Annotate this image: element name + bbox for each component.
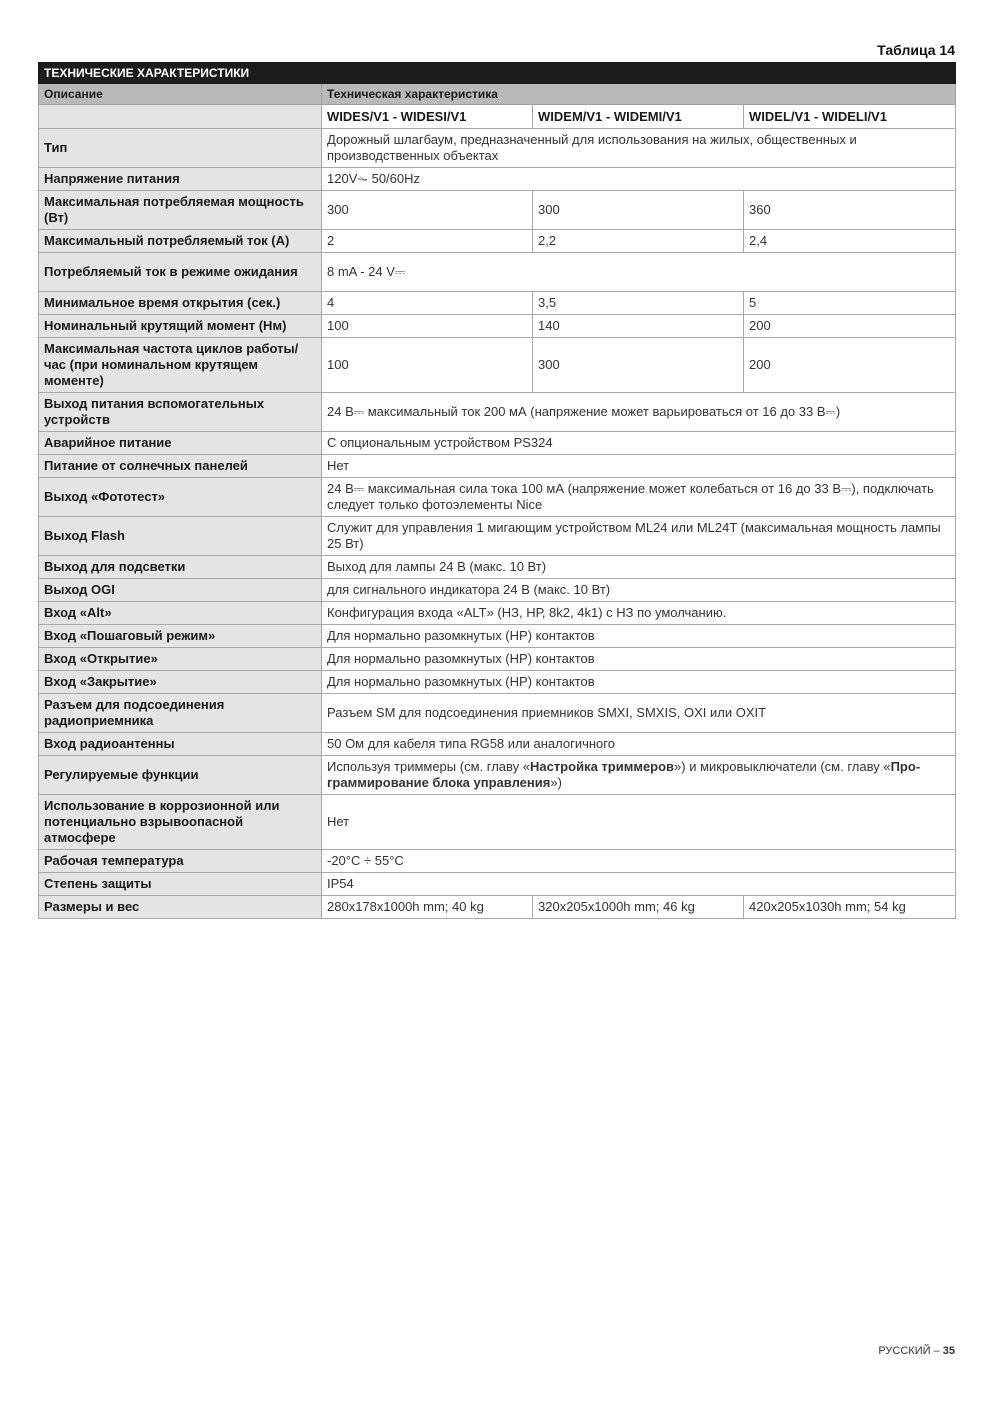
row-value: 200 [744, 338, 956, 393]
row-label: Потребляемый ток в режиме ожидания [39, 253, 322, 292]
row-label: Разъем для подсоединения радиоприемника [39, 694, 322, 733]
row-value: 4 [322, 292, 533, 315]
table-row [39, 756, 956, 795]
row-label: Максимальный потребляемый ток (А) [39, 230, 322, 253]
row-label: Рабочая температура [39, 850, 322, 873]
model-header-row [39, 105, 956, 129]
row-value: 2,4 [744, 230, 956, 253]
row-value: С опциональным устройством PS324 [322, 432, 956, 455]
row-label: Вход «Alt» [39, 602, 322, 625]
row-value: 24 В⎓ максимальная сила тока 100 мА (напряжение может колебаться от 16 до 33 В⎓), подключать следует только фотоэлементы Nice [322, 478, 956, 517]
table-row [39, 602, 956, 625]
table-row [39, 556, 956, 579]
table-row [39, 393, 956, 432]
table-row [39, 694, 956, 733]
row-value [322, 756, 956, 795]
row-label: Минимальное время открытия (сек.) [39, 292, 322, 315]
table-row [39, 455, 956, 478]
row-label: Выход Flash [39, 517, 322, 556]
table-caption: Таблица 14 [877, 42, 955, 58]
row-value: Служит для управления 1 мигающим устройством ML24 или ML24T (максимальная мощность лампы 25 Вт) [322, 517, 956, 556]
row-label: Напряжение питания [39, 168, 322, 191]
chapter-reference: Настройка триммеров [529, 759, 675, 774]
table-row [39, 338, 956, 393]
table-header-row [39, 84, 956, 105]
table-row [39, 896, 956, 919]
row-value: -20°C ÷ 55°C [322, 850, 956, 873]
row-value: Для нормально разомкнутых (НР) контактов [322, 671, 956, 694]
table-row [39, 315, 956, 338]
table-row [39, 850, 956, 873]
row-label: Номинальный крутящий момент (Нм) [39, 315, 322, 338]
row-value: Дорожный шлагбаум, предназначенный для использования на жилых, общественных и производственных объектах [322, 129, 956, 168]
table-row [39, 292, 956, 315]
row-value: IP54 [322, 873, 956, 896]
row-label: Максимальная частота циклов работы/час (при номинальном крутящем моменте) [39, 338, 322, 393]
specifications-table [38, 62, 956, 919]
row-value: 50 Ом для кабеля типа RG58 или аналогичного [322, 733, 956, 756]
row-value: Нет [322, 795, 956, 850]
row-value: Выход для лампы 24 В (макс. 10 Вт) [322, 556, 956, 579]
row-value: 2,2 [533, 230, 744, 253]
table-row [39, 191, 956, 230]
row-label: Вход «Закрытие» [39, 671, 322, 694]
row-value: 140 [533, 315, 744, 338]
row-value: Конфигурация входа «ALT» (НЗ, НР, 8k2, 4k1) с НЗ по умолчанию. [322, 602, 956, 625]
row-label: Выход питания вспомогательных устройств [39, 393, 322, 432]
row-label: Вход «Открытие» [39, 648, 322, 671]
model-header: WIDEM/V1 - WIDEMI/V1 [533, 105, 744, 129]
table-row [39, 733, 956, 756]
row-value: 320x205x1000h mm; 46 kg [533, 896, 744, 919]
table-row [39, 517, 956, 556]
row-label: Регулируемые функции [39, 756, 322, 795]
row-value: 300 [533, 338, 744, 393]
model-header: WIDES/V1 - WIDESI/V1 [322, 105, 533, 129]
row-label: Использование в коррозионной или потенциально взрывоопасной атмосфере [39, 795, 322, 850]
table-row [39, 579, 956, 602]
row-label: Максимальная потребляемая мощность (Вт) [39, 191, 322, 230]
row-value: для сигнального индикатора 24 В (макс. 10 Вт) [322, 579, 956, 602]
row-label: Выход для подсветки [39, 556, 322, 579]
row-label: Тип [39, 129, 322, 168]
table-row [39, 873, 956, 896]
table-row [39, 795, 956, 850]
model-header: WIDEL/V1 - WIDELI/V1 [744, 105, 956, 129]
row-value: 100 [322, 338, 533, 393]
footer-language: РУССКИЙ – [878, 1345, 943, 1357]
table-row [39, 671, 956, 694]
rich-text: ») [550, 775, 562, 790]
page-number: 35 [942, 1345, 955, 1357]
table-row [39, 230, 956, 253]
row-value: 2 [322, 230, 533, 253]
table-row [39, 432, 956, 455]
table-row [39, 129, 956, 168]
row-value: Для нормально разомкнутых (НР) контактов [322, 648, 956, 671]
model-header-blank [39, 105, 322, 129]
table-title-row [39, 63, 956, 84]
rich-text: ») и микровыключатели (см. главу « [674, 759, 891, 774]
row-value: 280x178x1000h mm; 40 kg [322, 896, 533, 919]
row-value: 24 В⎓ максимальный ток 200 мА (напряжение может варьироваться от 16 до 33 В⎓) [322, 393, 956, 432]
table-row [39, 478, 956, 517]
row-value: Разъем SM для подсоединения приемников SMXI, SMXIS, OXI или OXIT [322, 694, 956, 733]
row-value: 3,5 [533, 292, 744, 315]
row-value: Нет [322, 455, 956, 478]
rich-text: Используя триммеры (см. главу « [327, 759, 530, 774]
row-label: Вход «Пошаговый режим» [39, 625, 322, 648]
row-value: 120V⏦ 50/60Hz [322, 168, 956, 191]
row-label: Выход OGI [39, 579, 322, 602]
row-label: Выход «Фототест» [39, 478, 322, 517]
row-label: Питание от солнечных панелей [39, 455, 322, 478]
table-row [39, 253, 956, 292]
row-value: 300 [322, 191, 533, 230]
column-header-characteristic: Техническая характеристика [322, 84, 956, 105]
row-label: Размеры и вес [39, 896, 322, 919]
table-title: ТЕХНИЧЕСКИЕ ХАРАКТЕРИСТИКИ [39, 63, 956, 84]
chapter-reference: Программирование блока управления [327, 759, 921, 790]
row-value: 5 [744, 292, 956, 315]
table-row [39, 168, 956, 191]
row-value: 200 [744, 315, 956, 338]
page-footer [878, 1345, 955, 1357]
row-label: Аварийное питание [39, 432, 322, 455]
row-label: Степень защиты [39, 873, 322, 896]
row-value: 420x205x1030h mm; 54 kg [744, 896, 956, 919]
row-value: 360 [744, 191, 956, 230]
row-value: 300 [533, 191, 744, 230]
table-row [39, 648, 956, 671]
table-row [39, 625, 956, 648]
row-label: Вход радиоантенны [39, 733, 322, 756]
row-value: 100 [322, 315, 533, 338]
row-value: Для нормально разомкнутых (НР) контактов [322, 625, 956, 648]
column-header-description: Описание [39, 84, 322, 105]
row-value: 8 mA - 24 V⎓ [322, 253, 956, 292]
